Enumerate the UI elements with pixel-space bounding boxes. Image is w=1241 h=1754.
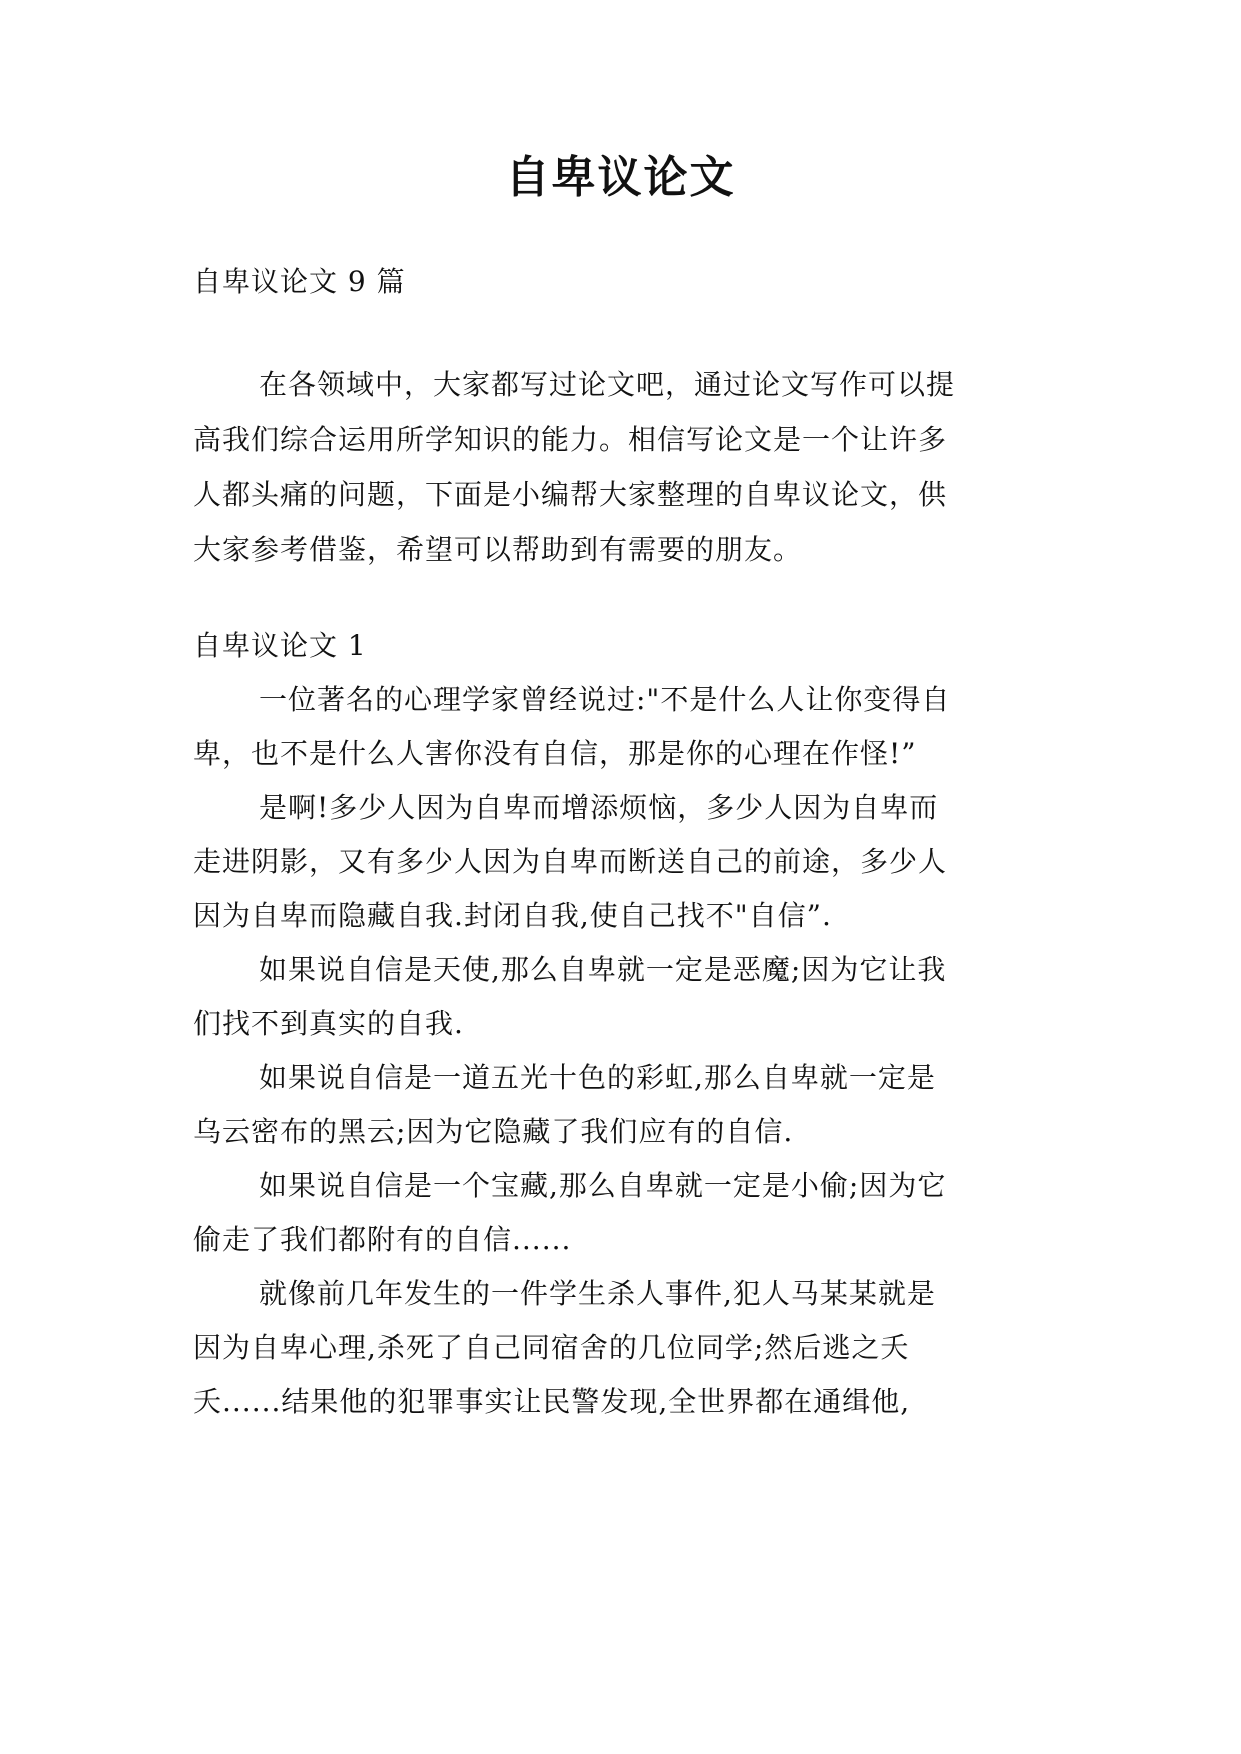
intro-line: 高我们综合运用所学知识的能力。相信写论文是一个让许多	[193, 423, 948, 456]
intro-line: 在各领域中，大家都写过论文吧，通过论文写作可以提	[259, 368, 956, 401]
intro-line: 大家参考借鉴，希望可以帮助到有需要的朋友。	[193, 533, 803, 566]
body-line: 如果说自信是一道五光十色的彩虹,那么自卑就一定是	[259, 1061, 936, 1094]
body-line: 偷走了我们都附有的自信......	[193, 1223, 572, 1256]
document-subtitle: 自卑议论文 9 篇	[193, 265, 406, 298]
body-line: 是啊!多少人因为自卑而增添烦恼，多少人因为自卑而	[259, 791, 939, 824]
body-line: 因为自卑心理,杀死了自己同宿舍的几位同学;然后逃之夭	[193, 1331, 910, 1364]
section-heading: 自卑议论文 1	[193, 629, 367, 662]
document-title: 自卑议论文	[505, 152, 736, 203]
body-line: 们找不到真实的自我.	[193, 1007, 464, 1040]
body-line: 走进阴影，又有多少人因为自卑而断送自己的前途，多少人	[193, 845, 948, 878]
body-line: 就像前几年发生的一件学生杀人事件,犯人马某某就是	[259, 1277, 936, 1310]
body-line: 卑，也不是什么人害你没有自信，那是你的心理在作怪!”	[193, 737, 917, 770]
body-line: 如果说自信是天使,那么自卑就一定是恶魔;因为它让我	[259, 953, 947, 986]
body-line: 因为自卑而隐藏自我.封闭自我,使自己找不"自信”.	[193, 899, 832, 932]
intro-line: 人都头痛的问题，下面是小编帮大家整理的自卑议论文，供	[193, 478, 948, 511]
body-line: 如果说自信是一个宝藏,那么自卑就一定是小偷;因为它	[259, 1169, 947, 1202]
body-line: 一位著名的心理学家曾经说过:"不是什么人让你变得自	[259, 683, 951, 716]
body-line: 乌云密布的黑云;因为它隐藏了我们应有的自信.	[193, 1115, 794, 1148]
body-line: 夭......结果他的犯罪事实让民警发现,全世界都在通缉他,	[193, 1385, 911, 1418]
